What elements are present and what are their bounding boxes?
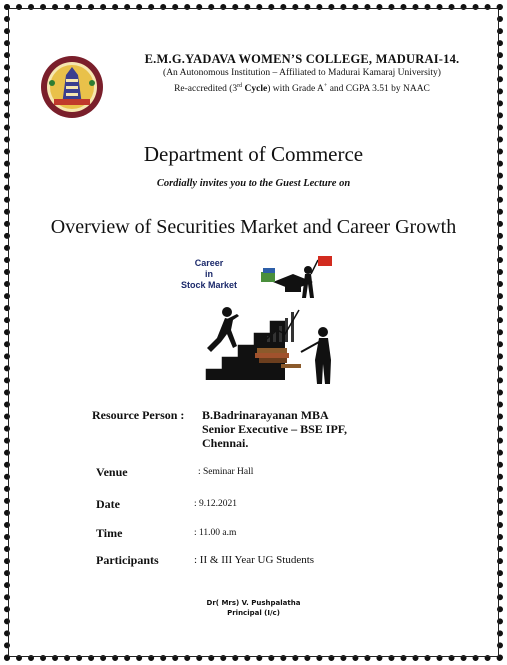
resource-person-details — [202, 408, 347, 450]
illustration-caption: Career in Stock Market — [180, 258, 238, 290]
participants-label: Participants — [96, 553, 159, 567]
principal-designation: Principal (I/c) — [227, 609, 280, 617]
affiliation-line: (An Autonomous Institution – Affiliated to Madurai Kamaraj University) — [163, 68, 441, 78]
resource-person-name: B.Badrinarayanan MBA — [202, 408, 329, 422]
principal-signature-block — [0, 598, 507, 618]
resource-person-label: Resource Person : — [92, 408, 185, 422]
accreditation-line: Re-accredited (3rd Cycle) with Grade A+ and CGPA 3.51 by NAAC — [174, 83, 430, 95]
invitation-text: Cordially invites you to the Guest Lecture on — [156, 178, 351, 189]
department-title: Department of Commerce — [143, 142, 364, 166]
venue-label: Venue — [96, 465, 128, 479]
date-value: : 9.12.2021 — [194, 499, 238, 509]
resource-person-position: Senior Executive – BSE IPF, — [202, 422, 348, 436]
venue-value: : Seminar Hall — [198, 467, 254, 477]
date-label: Date — [96, 497, 120, 511]
principal-name: Dr( Mrs) V. Pushpalatha — [206, 599, 301, 607]
college-header — [112, 52, 492, 96]
time-value: : 11.00 a.m — [194, 528, 237, 538]
time-label: Time — [96, 526, 123, 540]
lecture-title: Overview of Securities Market and Career Growth — [50, 216, 457, 238]
resource-person-city: Chennai. — [202, 436, 249, 450]
college-logo-icon — [40, 55, 104, 119]
participants-value: : II & III Year UG Students — [194, 554, 315, 566]
college-name: E.M.G.YADAVA WOMEN’S COLLEGE, MADURAI-14. — [144, 52, 460, 66]
